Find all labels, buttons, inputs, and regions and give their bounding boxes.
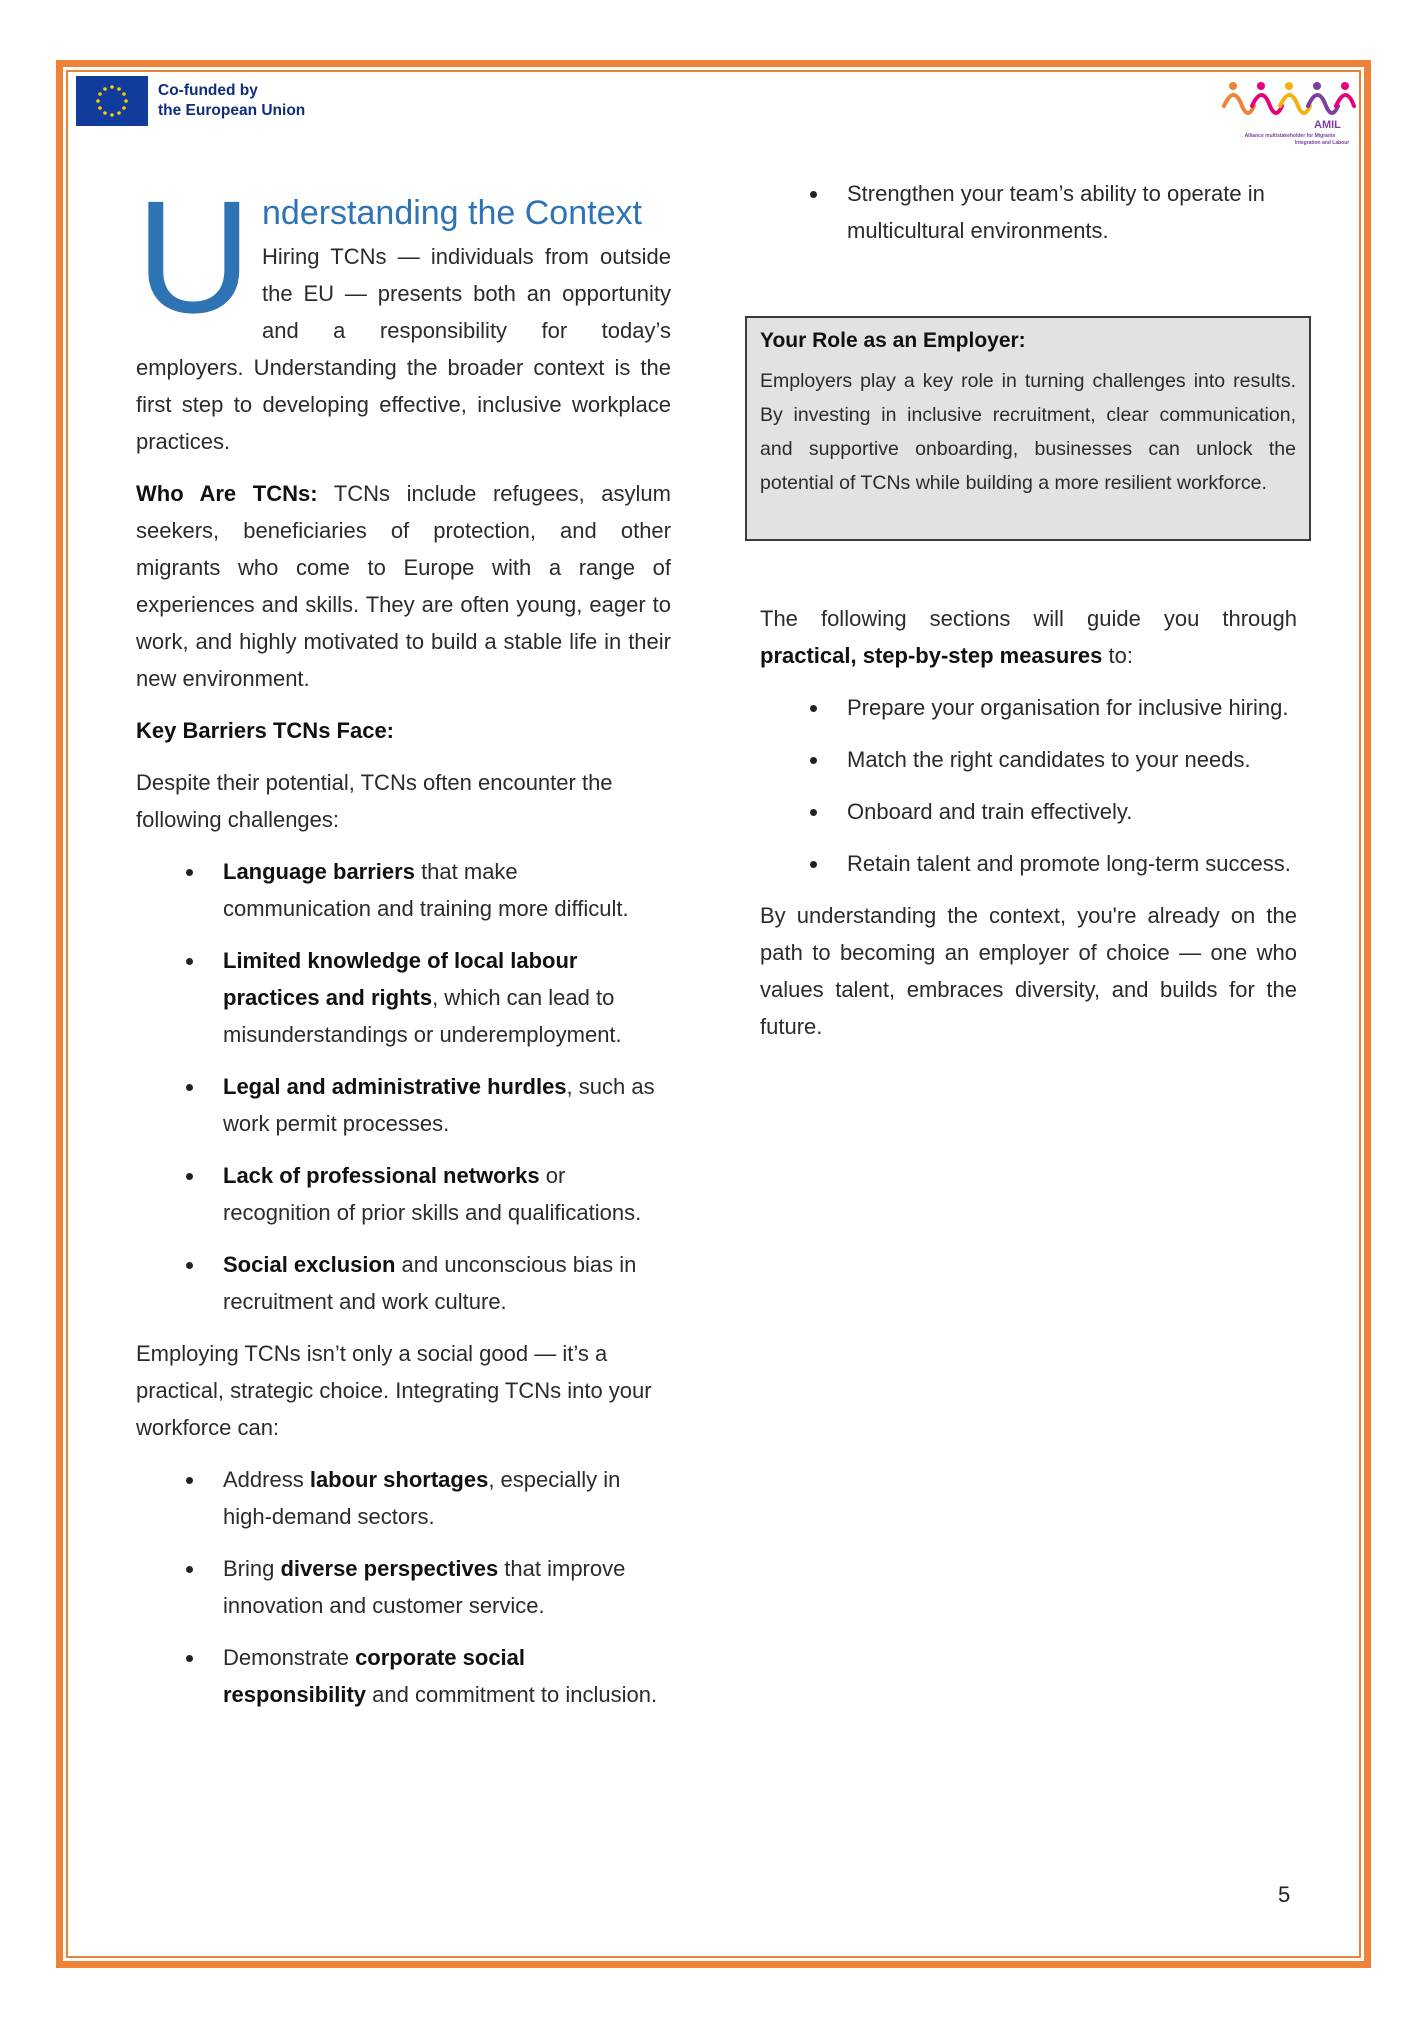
barriers-list bbox=[136, 853, 661, 1320]
right-column-lower bbox=[760, 600, 1297, 1045]
benefit-rest: and commitment to inclusion. bbox=[366, 1682, 658, 1707]
barrier-bold: Limited knowledge of local labour practices and rights bbox=[223, 948, 578, 1010]
barrier-item bbox=[136, 942, 661, 1053]
benefit-pre: Bring bbox=[223, 1556, 281, 1581]
sections-list bbox=[760, 689, 1297, 882]
sections-intro-pre: The following sections will guide you through bbox=[760, 606, 1297, 631]
benefits-intro: Employing TCNs isn’t only a social good — it’s a practical, strategic choice. Integrating TCNs into your workforce can: bbox=[136, 1341, 652, 1440]
section-item: Match the right candidates to your needs. bbox=[760, 741, 1297, 778]
amil-logo-sub2: Integration and Labour bbox=[1294, 140, 1350, 146]
barriers-heading: Key Barriers TCNs Face: bbox=[136, 718, 395, 743]
benefit-item bbox=[760, 175, 1297, 249]
who-label: Who Are TCNs: bbox=[136, 481, 318, 506]
benefit-bold: labour shortages bbox=[309, 1467, 489, 1492]
sections-intro-post: to: bbox=[1102, 643, 1133, 668]
amil-logo-name: AMIL bbox=[1314, 119, 1341, 131]
barrier-item bbox=[136, 1068, 661, 1142]
amil-logo bbox=[1218, 76, 1362, 148]
barrier-bold: Legal and administrative hurdles bbox=[223, 1074, 567, 1099]
intro-paragraph: Hiring TCNs — individuals from outside the EU — presents both an opportunity and a responsibility for today’s employers. Understanding the broader context is the first step to developing effective, inclusive workplace practices. bbox=[136, 244, 671, 454]
barrier-rest: or recognition of prior skills and qualifications. bbox=[223, 1163, 642, 1225]
barrier-bold: Language barriers bbox=[223, 859, 415, 884]
barriers-intro: Despite their potential, TCNs often encounter the following challenges: bbox=[136, 770, 613, 832]
barrier-bold: Lack of professional networks bbox=[223, 1163, 540, 1188]
dropcap-letter: U bbox=[136, 167, 252, 346]
barrier-item bbox=[136, 853, 661, 927]
benefit-rest: , especially in high-demand sectors. bbox=[223, 1467, 621, 1529]
eu-flag-icon bbox=[76, 76, 148, 126]
right-column bbox=[760, 175, 1297, 264]
benefits-list-continued bbox=[760, 175, 1297, 249]
closing-paragraph: By understanding the context, you're already on the path to becoming an employer of choice — one who values talent, embraces diversity, and builds for the future. bbox=[760, 903, 1297, 1039]
barrier-rest: and unconscious bias in recruitment and work culture. bbox=[223, 1252, 637, 1314]
benefit-pre: Demonstrate bbox=[223, 1645, 356, 1670]
benefit-item bbox=[136, 1461, 661, 1535]
eu-cofunded-logo bbox=[76, 76, 305, 126]
benefit-pre: Address bbox=[223, 1467, 310, 1492]
benefit-bold: corporate social responsibility bbox=[223, 1645, 526, 1707]
benefit-item bbox=[136, 1639, 661, 1713]
benefit-rest: that improve innovation and customer service. bbox=[223, 1556, 626, 1618]
role-title: Your Role as an Employer: bbox=[760, 329, 1026, 352]
barrier-bold: Social exclusion bbox=[223, 1252, 396, 1277]
barrier-rest: , such as work permit processes. bbox=[223, 1074, 655, 1136]
sections-intro bbox=[760, 600, 1297, 674]
page-title: nderstanding the Context bbox=[262, 194, 642, 232]
role-text: Employers play a key role in turning challenges into results. By investing in inclusive recruitment, clear communication, and supportive onboarding, businesses can unlock the potential of TCNs while building a more resilient workforce. bbox=[760, 370, 1296, 494]
sections-intro-bold: practical, step-by-step measures bbox=[760, 643, 1103, 668]
barrier-rest: , which can lead to misunderstandings or underemployment. bbox=[223, 985, 622, 1047]
eu-funding-line2: the European Union bbox=[158, 102, 306, 119]
benefit-bold: diverse perspectives bbox=[280, 1556, 499, 1581]
who-text: TCNs include refugees, asylum seekers, beneficiaries of protection, and other migrants who come to Europe with a range of experiences and skills. They are often young, eager to work, and highly motivated to build a stable life in their new environment. bbox=[136, 481, 671, 691]
benefit-item bbox=[136, 1550, 661, 1624]
left-column bbox=[136, 167, 671, 1728]
benefits-list bbox=[136, 1461, 661, 1713]
benefit-pre: Strengthen your team’s ability to operate in multicultural environments. bbox=[847, 181, 1265, 243]
eu-funding-line1: Co-funded by bbox=[158, 82, 258, 99]
eu-funding-text bbox=[158, 81, 305, 121]
section-item: Prepare your organisation for inclusive hiring. bbox=[760, 689, 1297, 726]
barrier-rest: that make communication and training more difficult. bbox=[223, 859, 629, 921]
section-item: Retain talent and promote long-term success. bbox=[760, 845, 1297, 882]
amil-logo-sub1: Alliance multistakeholder for Migrants bbox=[1244, 133, 1336, 139]
employer-role-box bbox=[745, 316, 1311, 541]
who-paragraph bbox=[136, 475, 671, 697]
barrier-item bbox=[136, 1246, 661, 1320]
page-number: 5 bbox=[1278, 1882, 1291, 1907]
barrier-item bbox=[136, 1157, 661, 1231]
section-item: Onboard and train effectively. bbox=[760, 793, 1297, 830]
